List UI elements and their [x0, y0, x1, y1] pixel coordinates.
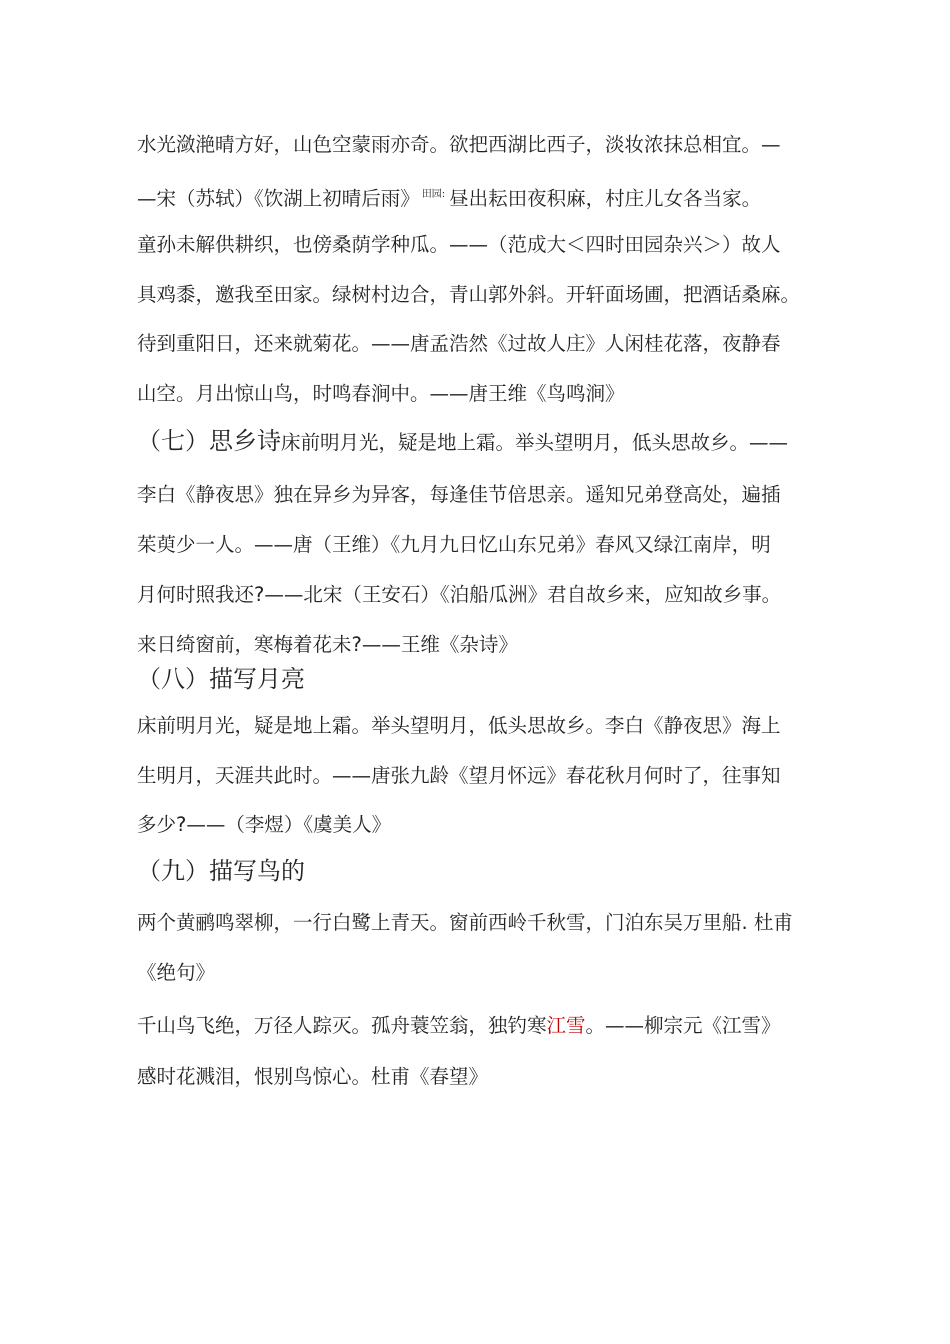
section-heading: （八）描写月亮 [137, 665, 305, 693]
text-line: 两个黄鹂鸣翠柳，一行白鹭上青天。窗前西岭千秋雪，门泊东吴万里船. 杜甫 [137, 911, 793, 934]
section-heading: （七）思乡诗 [137, 427, 281, 455]
text-line: 待到重阳日，还来就菊花。——唐孟浩然《过故人庄》人闲桂花落，夜静春 [137, 332, 781, 355]
text-line: 童孙未解供耕织，也傍桑荫学种瓜。——（范成大＜四时田园杂兴＞）故人 [137, 233, 781, 256]
text-line: 来日绮窗前，寒梅着花未?——王维《杂诗》 [137, 633, 518, 656]
text-line: 山空。月出惊山鸟，时鸣春涧中。——唐王维《鸟鸣涧》 [137, 382, 625, 405]
text-segment: 床前明月光，疑是地上霜。举头望明月，低头思故乡。—— [281, 431, 789, 454]
text-line: 感时花溅泪，恨别鸟惊心。杜甫《春望》 [137, 1065, 489, 1088]
text-line: 生明月，天涯共此时。——唐张九龄《望月怀远》春花秋月何时了，往事知 [137, 764, 781, 787]
text-line: 具鸡黍，邀我至田家。绿树村边合，青山郭外斜。开轩面场圃，把酒话桑麻。 [137, 283, 801, 306]
text-segment: —宋（苏轼）《饮湖上初晴后雨》 [137, 187, 420, 210]
text-line: 多少?——（李煜）《虞美人》 [137, 813, 392, 836]
section-heading: （九）描写鸟的 [137, 857, 305, 885]
text-line [137, 182, 761, 212]
text-segment: 千山鸟飞绝，万径人踪灭。孤舟蓑笠翁，独钓寒 [137, 1014, 547, 1037]
text-line: 《绝句》 [137, 961, 216, 984]
text-line: 茱萸少一人。——唐（王维）《九月九日忆山东兄弟》春风又绿江南岸，明 [137, 533, 771, 556]
text-segment: 。——柳宗元《江雪》 [585, 1014, 781, 1037]
text-line: 月何时照我还?——北宋（王安石）《泊船瓜洲》君自故乡来，应知故乡事。 [137, 583, 782, 606]
note-label: 田园: [421, 189, 446, 200]
text-line: 水光潋滟晴方好，山色空蒙雨亦奇。欲把西湖比西子，淡妆浓抹总相宜。— [137, 133, 781, 156]
text-line: 李白《静夜思》独在异乡为异客，每逢佳节倍思亲。遥知兄弟登高处，遍插 [137, 483, 781, 506]
highlighted-text: 江雪 [546, 1014, 586, 1037]
text-segment: 昼出耘田夜积麻，村庄儿女各当家。 [449, 187, 762, 210]
text-line [137, 1013, 781, 1039]
section-7-first-line [137, 428, 788, 456]
text-line: 床前明月光，疑是地上霜。举头望明月，低头思故乡。李白《静夜思》海上 [137, 714, 781, 737]
